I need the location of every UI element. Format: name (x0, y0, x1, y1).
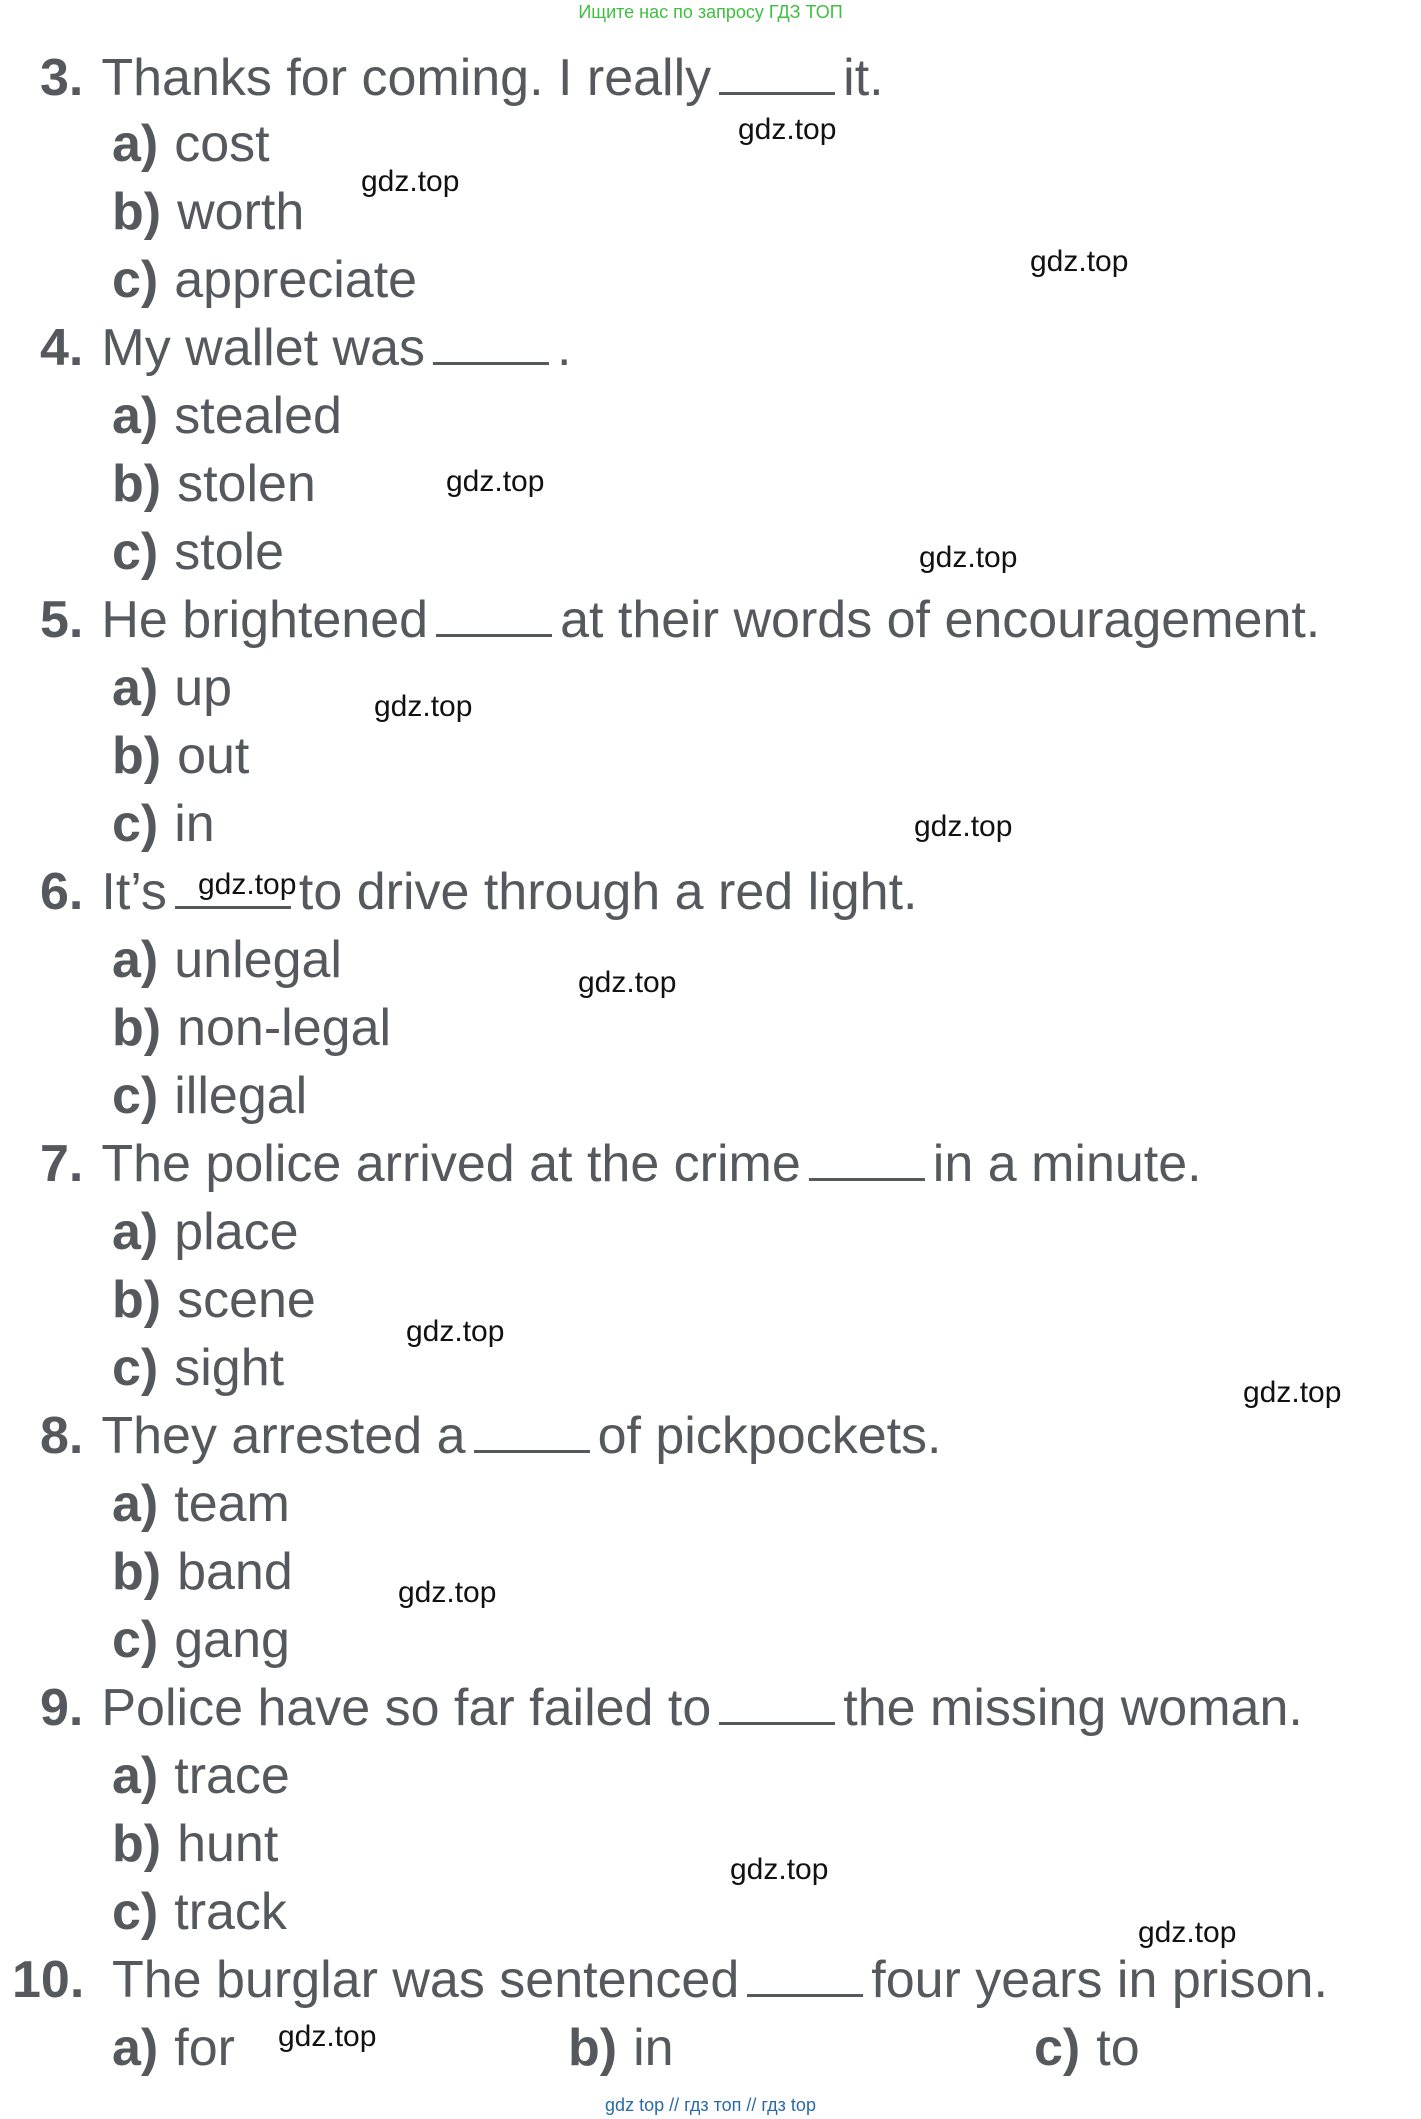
watermark: gdz.top (278, 2020, 377, 2053)
option-7a (112, 1202, 299, 1262)
option-letter: a) (112, 659, 159, 717)
question-number: 7. (40, 1135, 84, 1193)
option-7b (112, 1270, 316, 1330)
option-letter: b) (112, 455, 162, 513)
watermark: gdz.top (374, 690, 473, 723)
option-text: band (177, 1543, 293, 1601)
question-text-after: . (557, 319, 572, 377)
question-number: 9. (40, 1679, 84, 1737)
option-text: scene (177, 1271, 316, 1329)
option-letter: a) (112, 931, 159, 989)
question-6 (40, 862, 917, 922)
question-text-after: four years in prison. (871, 1951, 1328, 2009)
option-letter: a) (112, 2019, 159, 2077)
question-3 (40, 48, 884, 108)
option-7c (112, 1338, 284, 1398)
option-5b (112, 726, 249, 786)
option-8a (112, 1474, 290, 1534)
watermark: gdz.top (361, 165, 460, 198)
question-text-before: The burglar was sentenced (112, 1951, 740, 2009)
answer-blank (809, 1134, 925, 1181)
option-4a (112, 386, 342, 446)
option-letter: b) (568, 2019, 618, 2077)
question-number: 10. (12, 1951, 85, 2009)
question-9 (40, 1678, 1303, 1738)
option-text: non-legal (177, 999, 392, 1057)
question-8 (40, 1406, 942, 1466)
question-text-before: It’s (101, 863, 167, 921)
option-text: to (1096, 2019, 1140, 2077)
option-letter: b) (112, 1543, 162, 1601)
answer-blank (719, 48, 835, 95)
question-number: 6. (40, 863, 84, 921)
question-text-before: They arrested a (101, 1407, 466, 1465)
option-3c (112, 250, 417, 310)
question-number: 3. (40, 49, 84, 107)
watermark: gdz.top (1030, 245, 1129, 278)
option-letter: c) (112, 795, 159, 853)
question-text-before: Police have so far failed to (101, 1679, 712, 1737)
option-text: stole (174, 523, 285, 581)
option-text: worth (177, 183, 305, 241)
question-number: 8. (40, 1407, 84, 1465)
question-text-after: of pickpockets. (597, 1407, 942, 1465)
option-4c (112, 522, 284, 582)
option-letter: c) (1034, 2019, 1081, 2077)
question-text-after: in a minute. (932, 1135, 1202, 1193)
option-8b (112, 1542, 293, 1602)
option-letter: c) (112, 1611, 159, 1669)
option-4b (112, 454, 316, 514)
answer-blank (719, 1678, 835, 1725)
option-text: place (174, 1203, 299, 1261)
option-letter: c) (112, 251, 159, 309)
question-text-before: The police arrived at the crime (101, 1135, 801, 1193)
option-letter: a) (112, 1747, 159, 1805)
watermark: gdz.top (730, 1853, 829, 1886)
option-text: hunt (177, 1815, 279, 1873)
option-letter: c) (112, 523, 159, 581)
answer-blank (474, 1406, 590, 1453)
option-text: illegal (174, 1067, 308, 1125)
option-9b (112, 1814, 278, 1874)
watermark: gdz.top (919, 541, 1018, 574)
option-10c (1034, 2018, 1140, 2078)
option-5a (112, 658, 232, 718)
watermark: gdz.top (446, 465, 545, 498)
option-text: team (174, 1475, 290, 1533)
watermark: gdz.top (1243, 1376, 1342, 1409)
option-text: up (174, 659, 233, 717)
answer-blank (436, 590, 552, 637)
option-text: unlegal (174, 931, 342, 989)
question-text-before: My wallet was (101, 319, 426, 377)
option-text: stolen (177, 455, 316, 513)
watermark: gdz.top (406, 1315, 505, 1348)
option-letter: a) (112, 387, 159, 445)
option-text: sight (174, 1339, 285, 1397)
option-text: cost (174, 115, 270, 173)
option-6c (112, 1066, 307, 1126)
question-text-before: He brightened (101, 591, 429, 649)
question-text-before: Thanks for coming. I really (101, 49, 712, 107)
option-letter: c) (112, 1339, 159, 1397)
option-text: in (633, 2019, 674, 2077)
option-letter: a) (112, 1203, 159, 1261)
option-8c (112, 1610, 290, 1670)
option-letter: a) (112, 115, 159, 173)
question-10 (112, 1950, 1328, 2010)
option-text: gang (174, 1611, 290, 1669)
option-letter: b) (112, 183, 162, 241)
watermark: gdz.top (1138, 1916, 1237, 1949)
option-text: in (174, 795, 215, 853)
question-4 (40, 318, 571, 378)
option-letter: a) (112, 1475, 159, 1533)
question-text-after: it. (843, 49, 884, 107)
option-text: track (174, 1883, 287, 1941)
option-letter: b) (112, 1271, 162, 1329)
option-6b (112, 998, 391, 1058)
watermark: gdz.top (198, 868, 297, 901)
option-letter: b) (112, 999, 162, 1057)
option-3b (112, 182, 304, 242)
watermark: gdz.top (738, 113, 837, 146)
option-text: appreciate (174, 251, 418, 309)
question-number: 4. (40, 319, 84, 377)
watermark: gdz.top (398, 1576, 497, 1609)
answer-blank (433, 318, 549, 365)
answer-blank (747, 1950, 863, 1997)
option-9a (112, 1746, 290, 1806)
option-text: for (174, 2019, 235, 2077)
option-5c (112, 794, 215, 854)
option-10b (568, 2018, 674, 2078)
question-5 (40, 590, 1320, 650)
question-number: 5. (40, 591, 84, 649)
watermark: gdz.top (914, 810, 1013, 843)
option-text: stealed (174, 387, 342, 445)
question-text-after: to drive through a red light. (298, 863, 918, 921)
top-banner[interactable]: Ищите нас по запросу ГДЗ ТОП (578, 2, 843, 22)
option-letter: b) (112, 727, 162, 785)
question-text-after: at their words of encouragement. (560, 591, 1321, 649)
option-6a (112, 930, 342, 990)
option-text: out (177, 727, 250, 785)
option-3a (112, 114, 270, 174)
bottom-banner[interactable]: gdz top // гдз топ // гдз top (605, 2095, 816, 2115)
option-letter: c) (112, 1067, 159, 1125)
watermark: gdz.top (578, 966, 677, 999)
option-letter: c) (112, 1883, 159, 1941)
question-7 (40, 1134, 1202, 1194)
option-10a (112, 2018, 235, 2078)
question-text-after: the missing woman. (843, 1679, 1303, 1737)
option-9c (112, 1882, 287, 1942)
option-text: trace (174, 1747, 290, 1805)
option-letter: b) (112, 1815, 162, 1873)
